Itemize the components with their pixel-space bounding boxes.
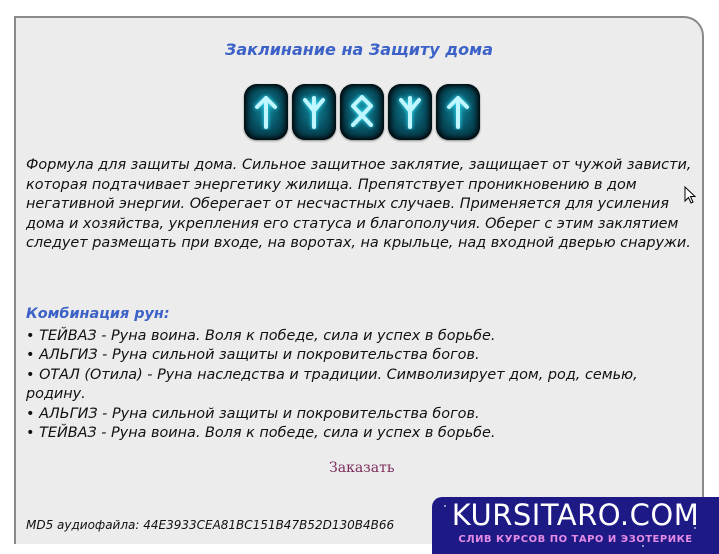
content-card xyxy=(14,16,704,544)
md5-hash: MD5 аудиофайла: 44E3933CEA81BC151B47B52D130B4B66 xyxy=(26,518,395,532)
combination-heading: Комбинация рун: xyxy=(26,306,170,322)
algiz-rune-icon xyxy=(388,84,432,140)
list-item: • ТЕЙВАЗ - Руна воина. Воля к победе, сила и успех в борьбе. xyxy=(26,425,496,441)
watermark-subtitle: СЛИВ КУРСОВ ПО ТАРО И ЭЗОТЕРИКЕ xyxy=(458,534,693,545)
combination-list xyxy=(26,307,698,444)
spell-description: Формула для защиты дома. Сильное защитное заклятие, защищает от чужой зависти, которая подтачивает энергетику жилища. Препятствует проникновению в дом негативной энергии. Оберегает от несчастных случаев. Применяется для усиления дома и хозяйства, укрепления его статуса и благополучия. Оберег с этим заклятием следует размещать при входе, на воротах, на крыльце, над входной дверью снаружи. xyxy=(26,157,692,251)
list-item: • ТЕЙВАЗ - Руна воина. Воля к победе, сила и успех в борьбе. xyxy=(26,327,496,344)
watermark-title: KURSITARO.COM xyxy=(451,498,700,532)
mouse-cursor-icon xyxy=(684,186,696,204)
algiz-rune-icon xyxy=(292,84,336,140)
list-item: • АЛЬГИЗ - Руна сильной защиты и покровительства богов. xyxy=(26,347,480,363)
list-item: • ОТАЛ (Отила) - Руна наследства и традиции. Символизирует дом, род, семью, родину. xyxy=(26,366,638,402)
list-item: • АЛЬГИЗ - Руна сильной защиты и покровительства богов. xyxy=(26,405,480,422)
teiwaz-rune-icon xyxy=(436,84,480,140)
teiwaz-rune-icon xyxy=(244,84,288,140)
page-title: Заклинание на Защиту дома xyxy=(224,40,494,59)
othala-rune-icon xyxy=(340,84,384,140)
rune-row xyxy=(244,84,480,140)
watermark-badge xyxy=(432,497,719,554)
order-link[interactable]: Заказать xyxy=(329,460,395,476)
